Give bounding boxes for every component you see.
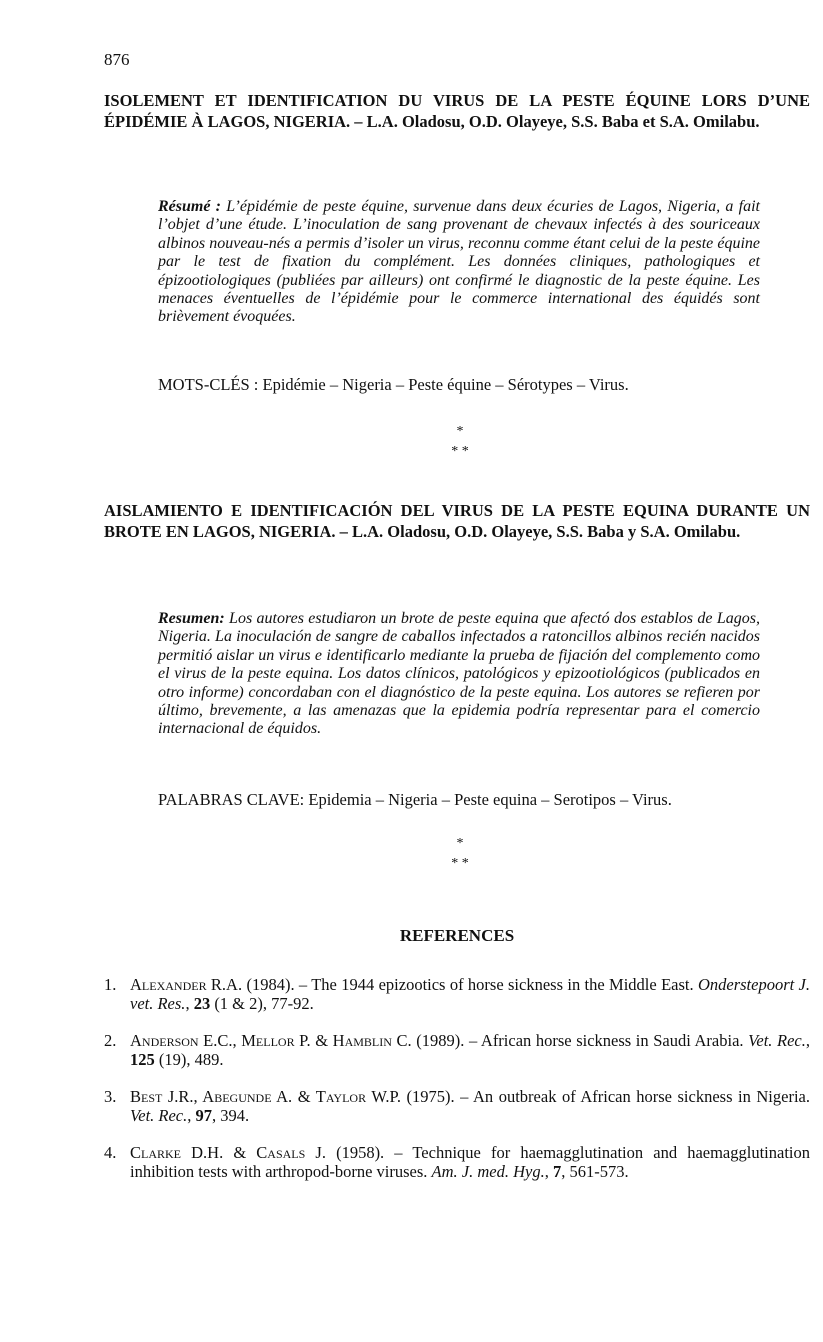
reference-pages: (19), 489. xyxy=(154,1050,224,1069)
separator-star-bottom: * * xyxy=(451,444,469,459)
spanish-abstract-body: Los autores estudiaron un brote de peste equina que afectó dos establos de Lagos, Nigeria. La inoculación de sangre de caballos infectados a ratoncillos albinos recién nacidos permitió aislar un virus e identificarlo mediante la prueba de fijación del complemento como el virus de la peste equina. Los datos clínicos, patológicos y epizootiológicos (publicados en otro informe) concordaban con el diagnóstico de la peste equina. Los autores se refieren por último, brevemente, a las amenazas que la epidemia podría representar para el comercio internacional de équidos. xyxy=(158,610,760,738)
reference-journal: Vet. Rec. xyxy=(748,1031,806,1050)
reference-journal: Vet. Rec. xyxy=(130,1106,188,1125)
section-separator-french xyxy=(420,422,500,462)
reference-volume: 7 xyxy=(552,1162,562,1181)
reference-volume: 97 xyxy=(195,1106,213,1125)
spanish-abstract-lead: Resumen: xyxy=(158,610,225,627)
reference-separator: , xyxy=(185,994,194,1013)
reference-separator: , xyxy=(187,1106,196,1125)
french-keywords: MOTS-CLÉS : Epidémie – Nigeria – Peste équine – Sérotypes – Virus. xyxy=(158,375,629,394)
reference-authors: Alexander R.A. xyxy=(130,975,243,994)
reference-authors: Best J.R., Abegunde A. & Taylor W.P. xyxy=(130,1087,401,1106)
reference-text: (1989). – African horse sickness in Saudi Arabia. xyxy=(411,1031,749,1050)
french-title: ISOLEMENT ET IDENTIFICATION DU VIRUS DE LA PESTE ÉQUINE LORS D’UNE ÉPIDÉMIE À LAGOS, NIGERIA. – L.A. Oladosu, O.D. Olayeye, S.S. Baba et S.A. Omilabu. xyxy=(104,91,810,131)
reference-authors: Anderson E.C., Mellor P. & Hamblin C. xyxy=(130,1031,412,1050)
reference-text: (1975). – An outbreak of African horse sickness in Nigeria. xyxy=(400,1087,810,1106)
reference-item xyxy=(104,1143,810,1181)
spanish-keywords: PALABRAS CLAVE: Epidemia – Nigeria – Peste equina – Serotipos – Virus. xyxy=(158,790,672,809)
separator-star-top: * xyxy=(456,424,464,439)
reference-authors: Clarke D.H. & Casals J. xyxy=(130,1143,326,1162)
reference-pages: , 561-573. xyxy=(561,1162,629,1181)
page-number: 876 xyxy=(104,50,130,69)
references-heading: REFERENCES xyxy=(399,926,515,945)
reference-item xyxy=(104,1031,810,1069)
french-abstract xyxy=(158,198,760,327)
reference-pages: , 394. xyxy=(212,1106,250,1125)
reference-text: (1958). – Technique for haemagglutination and haemagglutination inhibition tests with arthropod-borne viruses. xyxy=(130,1143,810,1181)
separator-star-bottom: * * xyxy=(451,856,469,871)
separator-star-top: * xyxy=(456,836,464,851)
reference-journal: Onderstepoort J. vet. Res. xyxy=(130,975,810,1013)
references-list xyxy=(104,975,810,1199)
reference-volume: 23 xyxy=(193,994,211,1013)
reference-number: 3. xyxy=(104,1087,117,1106)
spanish-title: AISLAMIENTO E IDENTIFICACIÓN DEL VIRUS DE LA PESTE EQUINA DURANTE UN BROTE EN LAGOS, NIGERIA. – L.A. Oladosu, O.D. Olayeye, S.S. Baba y S.A. Omilabu. xyxy=(104,501,810,541)
reference-separator: , xyxy=(805,1031,810,1050)
reference-number: 4. xyxy=(104,1143,117,1162)
section-separator-spanish xyxy=(420,834,500,874)
reference-separator: , xyxy=(544,1162,553,1181)
spanish-abstract xyxy=(158,610,760,739)
reference-item xyxy=(104,975,810,1013)
french-abstract-lead: Résumé : xyxy=(158,198,222,215)
french-abstract-body: L’épidémie de peste équine, survenue dans deux écuries de Lagos, Nigeria, a fait l’objet d’une étude. L’inoculation de sang provenant de chevaux infectés à des souriceaux albinos nouveau-nés a permis d’isoler un virus, reconnu comme étant celui de la peste équine par le test de fixation du complément. Les données cliniques, pathologiques et épizootiologiques (publiées par ailleurs) ont confirmé le diagnostic de la peste équine. Les menaces éventuelles de l’épidémie pour le commerce international des équidés sont brièvement évoquées. xyxy=(158,198,760,326)
reference-number: 1. xyxy=(104,975,117,994)
reference-volume: 125 xyxy=(130,1050,155,1069)
reference-journal: Am. J. med. Hyg. xyxy=(431,1162,545,1181)
reference-item xyxy=(104,1087,810,1125)
reference-number: 2. xyxy=(104,1031,117,1050)
reference-pages: (1 & 2), 77-92. xyxy=(210,994,314,1013)
reference-text: (1984). – The 1944 epizootics of horse sickness in the Middle East. xyxy=(242,975,698,994)
